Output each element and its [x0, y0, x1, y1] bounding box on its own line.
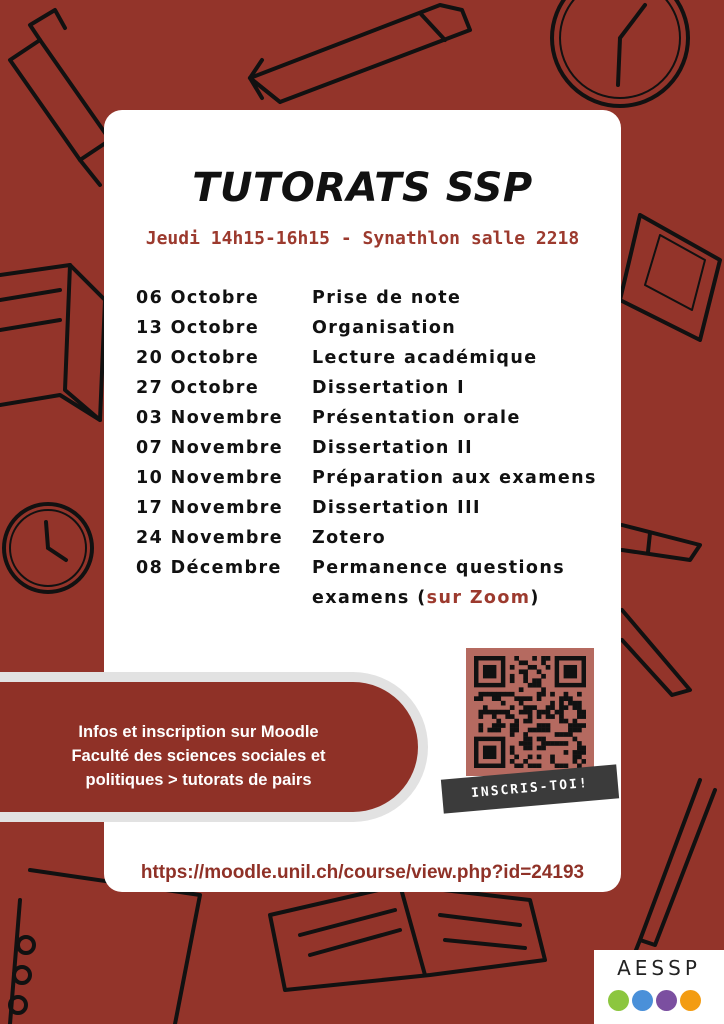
session-topic: Organisation — [312, 318, 457, 338]
info-line: Faculté des sciences sociales et — [71, 747, 326, 765]
moodle-link[interactable]: https://moodle.unil.ch/course/view.php?id=24193 — [140, 862, 585, 883]
topic-text: examens ( — [312, 588, 427, 608]
session-date: 08 Décembre — [136, 558, 282, 578]
session-topic: Lecture académique — [312, 348, 538, 368]
logo-circle — [608, 990, 629, 1011]
session-date: 17 Novembre — [136, 498, 284, 518]
open-book-icon — [0, 265, 105, 420]
session-topic-continuation — [312, 588, 540, 608]
session-topic: Zotero — [312, 528, 386, 548]
pen-icon — [630, 780, 715, 965]
logo-text: AESSP — [617, 956, 701, 980]
session-topic: Prise de note — [312, 288, 462, 308]
info-banner — [0, 672, 428, 822]
logo-circle — [656, 990, 677, 1011]
session-topic: Permanence questions — [312, 558, 566, 578]
pencil-icon — [250, 5, 470, 102]
signup-stamp: INSCRIS-TOI! — [441, 764, 619, 813]
schedule-subtitle: Jeudi 14h15-16h15 - Synathlon salle 2218 — [145, 228, 580, 249]
marker-icon — [10, 10, 110, 185]
page-title: TUTORATS SSP — [192, 165, 533, 211]
notebook-icon — [10, 870, 200, 1024]
info-banner-inner — [0, 682, 418, 812]
qr-code-icon[interactable] — [466, 648, 594, 776]
zoom-highlight: sur Zoom — [426, 588, 531, 608]
session-topic: Préparation aux examens — [312, 468, 597, 488]
session-date: 27 Octobre — [136, 378, 260, 398]
session-date: 03 Novembre — [136, 408, 284, 428]
qr-code-graphic — [474, 656, 586, 768]
session-topic: Dissertation III — [312, 498, 481, 518]
session-date: 20 Octobre — [136, 348, 260, 368]
info-text — [0, 720, 397, 792]
session-topic: Dissertation I — [312, 378, 466, 398]
session-date: 13 Octobre — [136, 318, 260, 338]
clock-icon — [552, 0, 688, 106]
logo-circle — [680, 990, 701, 1011]
session-date: 06 Octobre — [136, 288, 260, 308]
session-date: 07 Novembre — [136, 438, 284, 458]
pen-icon — [622, 525, 700, 560]
session-date: 10 Novembre — [136, 468, 284, 488]
session-topic: Dissertation II — [312, 438, 473, 458]
clock-icon — [4, 504, 92, 592]
topic-text: ) — [530, 588, 540, 608]
pencil-icon — [622, 610, 690, 695]
open-book-icon — [270, 885, 545, 990]
aessp-logo — [594, 950, 724, 1024]
info-line: politiques > tutorats de pairs — [85, 771, 312, 789]
notebook-icon — [620, 215, 720, 340]
session-topic: Présentation orale — [312, 408, 521, 428]
logo-circles — [608, 990, 704, 1015]
logo-circle — [632, 990, 653, 1011]
session-date: 24 Novembre — [136, 528, 284, 548]
info-line: Infos et inscription sur Moodle — [78, 723, 319, 741]
poster-card — [71, 110, 621, 892]
